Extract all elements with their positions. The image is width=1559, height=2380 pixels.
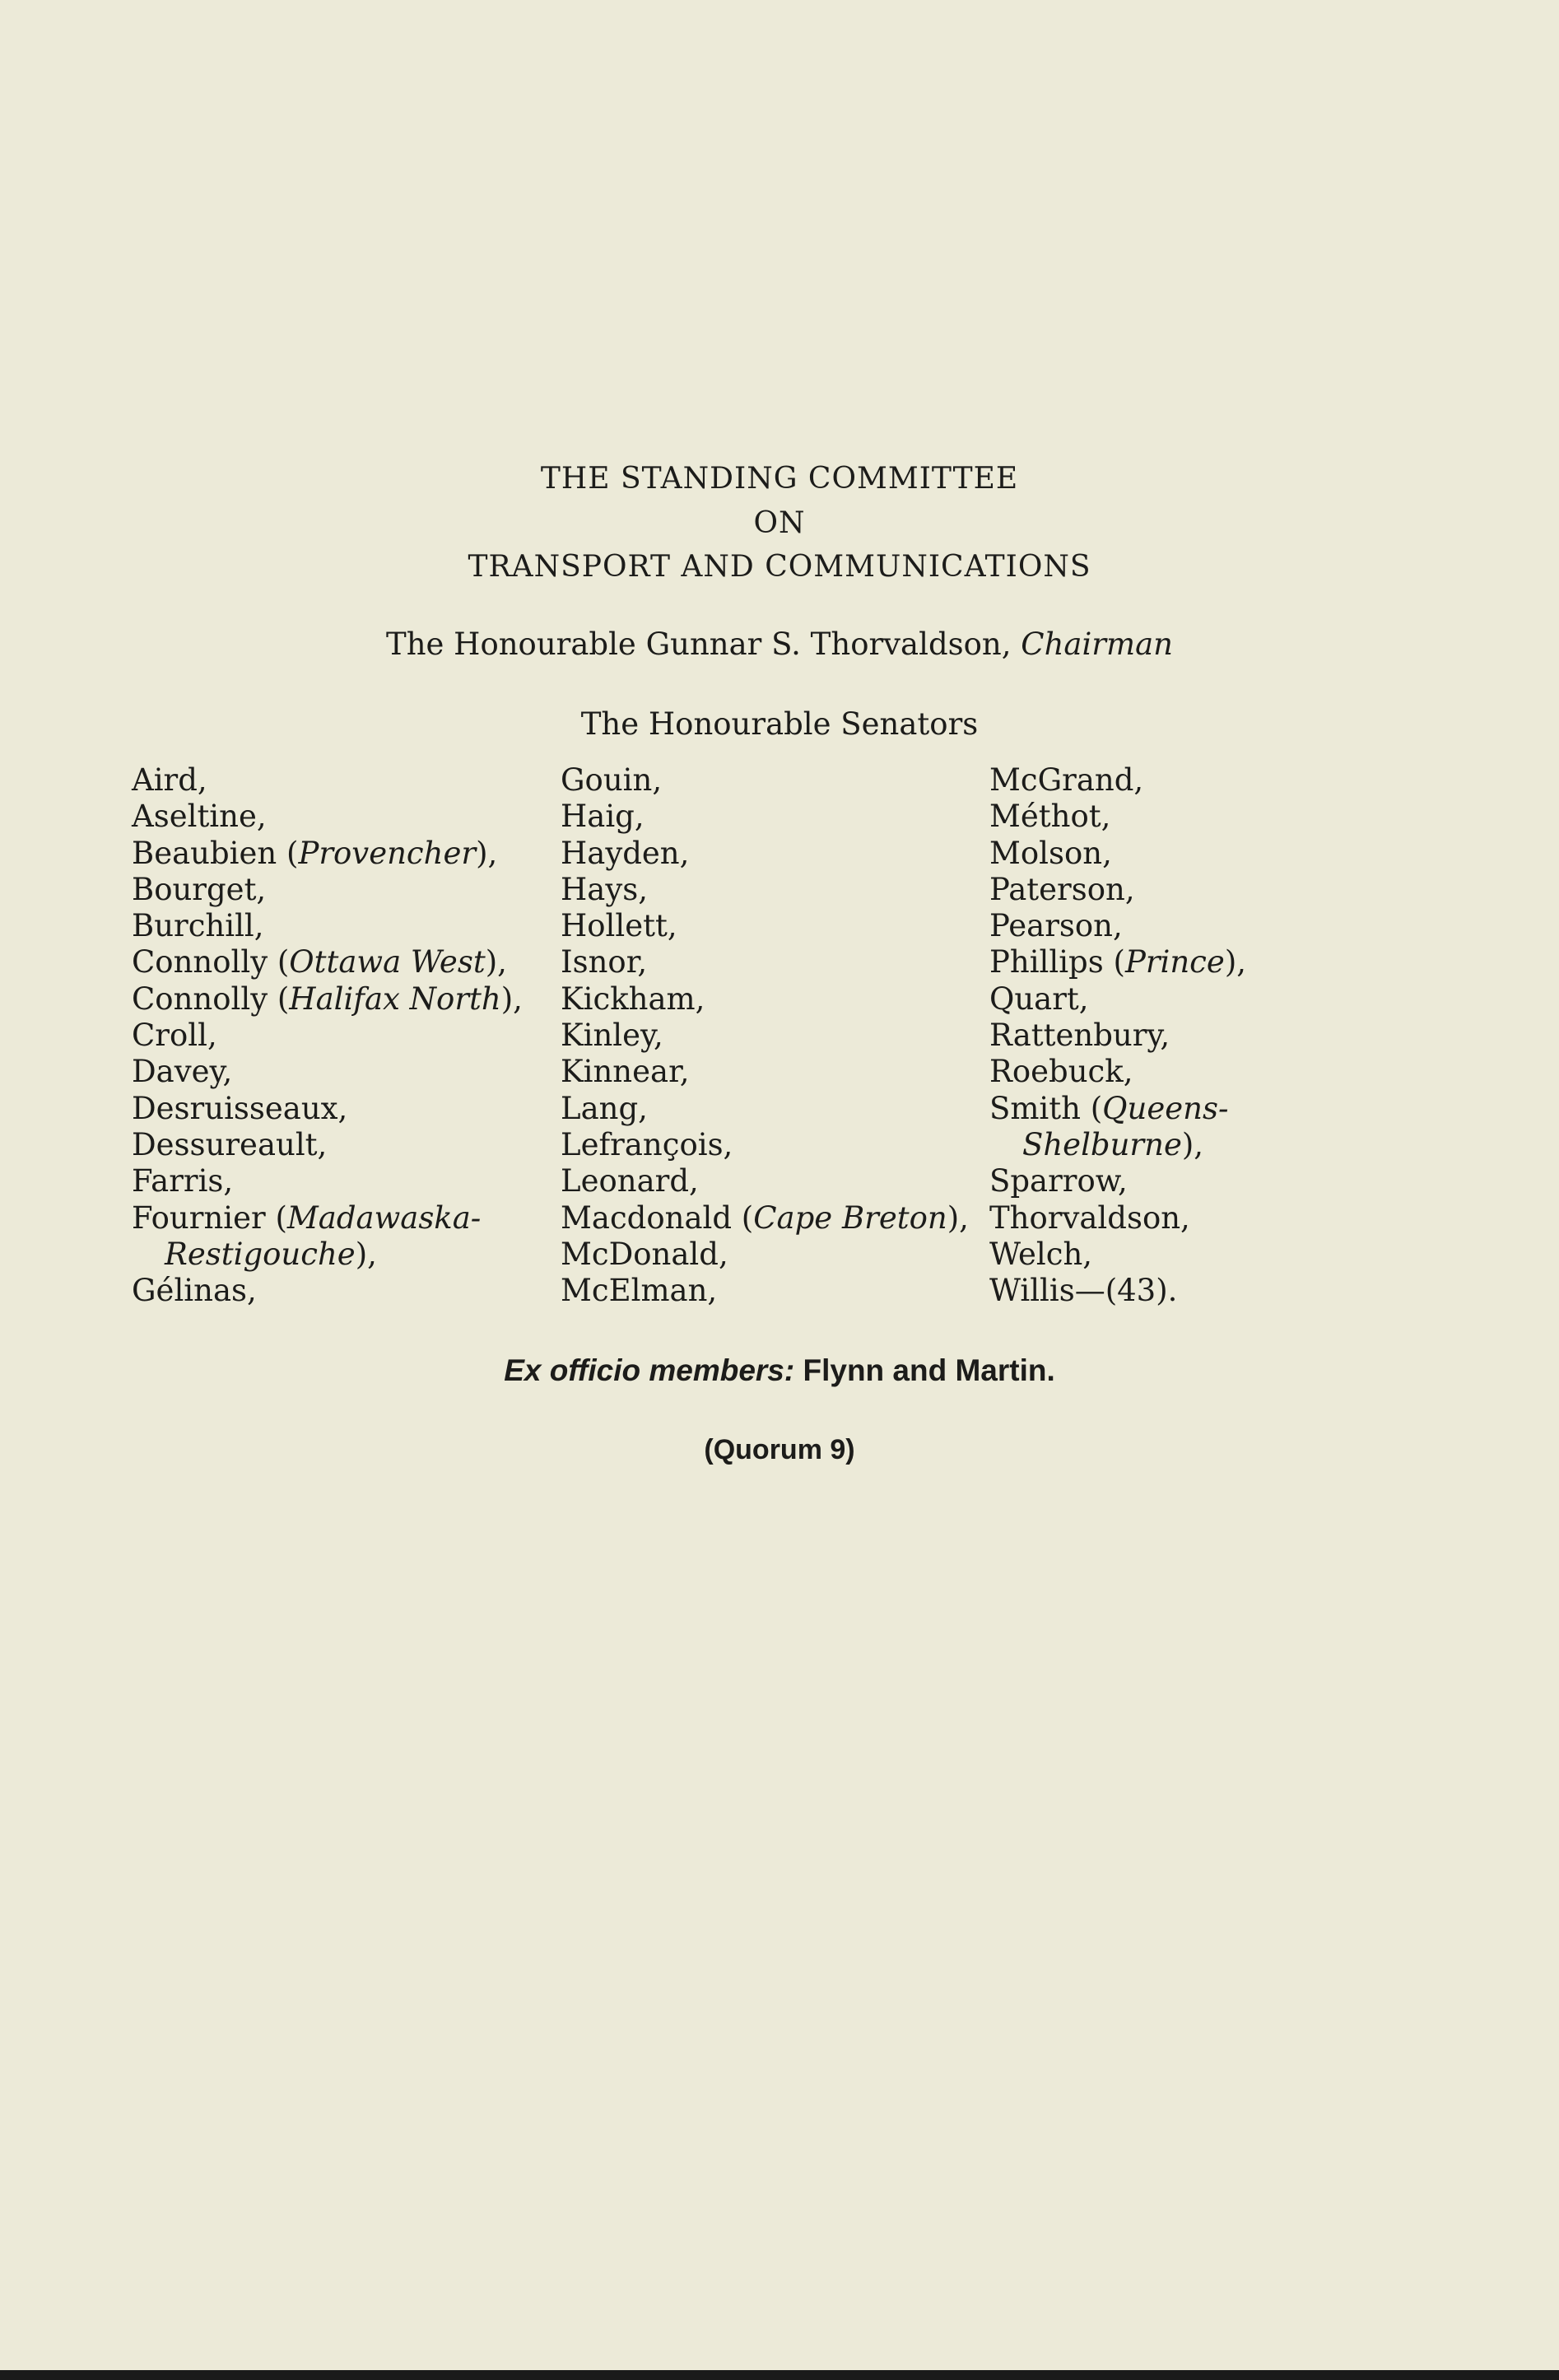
senator-entry [989, 762, 1246, 799]
ex-officio-line [0, 1350, 1559, 1391]
senator-name: McElman, [561, 1273, 718, 1309]
senator-entry [989, 1237, 1246, 1273]
senator-entry: Fournier (Madawaska- [132, 1199, 482, 1236]
senator-name: Rattenbury, [989, 1018, 1170, 1054]
senator-entry [132, 1163, 523, 1199]
senator-entry [989, 836, 1246, 872]
senator-entry [561, 1273, 969, 1309]
senator-name: Roebuck, [989, 1054, 1133, 1090]
senators-heading: The Honourable Senators [580, 706, 979, 742]
senator-name: Croll, [132, 1018, 217, 1054]
senator-name: Dessureault, [132, 1126, 328, 1162]
senator-division: Madawaska- [286, 1199, 482, 1236]
chairman-line [0, 624, 1559, 665]
senator-name: Fournier [132, 1199, 266, 1236]
senator-name: Kinley, [561, 1018, 663, 1054]
senator-name: Phillips [989, 944, 1104, 980]
senator-name: Aird, [132, 762, 207, 798]
senator-entry [989, 1163, 1246, 1199]
senator-name: Gouin, [561, 762, 663, 798]
senator-name: Hollett, [561, 908, 677, 944]
senator-entry [989, 799, 1246, 835]
senator-entry [561, 1054, 969, 1090]
senator-division: Shelburne [1022, 1126, 1182, 1162]
senator-entry [989, 872, 1246, 908]
senator-division: Halifax North [289, 980, 501, 1017]
senator-name: Haig, [561, 799, 645, 835]
senator-entry [132, 1273, 523, 1309]
senator-entry [561, 908, 969, 944]
senator-entry [132, 1018, 523, 1054]
senator-name: Thorvaldson, [989, 1199, 1190, 1236]
senator-entry [561, 1091, 969, 1127]
senator-name: Davey, [132, 1054, 233, 1090]
senator-punct: ), [1181, 1126, 1204, 1162]
senator-entry [132, 872, 523, 908]
ex-officio-label: Ex officio members: [504, 1353, 795, 1387]
chairman-name: The Honourable Gunnar S. Thorvaldson, [386, 626, 1021, 662]
senator-entry [561, 762, 969, 799]
chairman-title: Chairman [1021, 626, 1173, 662]
senator-entry [132, 1091, 523, 1127]
committee-title-line-2: ON [753, 506, 806, 540]
senator-entry: Connolly (Ottawa West), [132, 944, 507, 980]
senator-entry [989, 908, 1246, 944]
senator-entry [561, 836, 969, 872]
senator-name: Kinnear, [561, 1054, 690, 1090]
senator-name: Desruisseaux, [132, 1090, 348, 1126]
senator-name: McGrand, [989, 762, 1144, 798]
senator-punct: , [959, 1199, 969, 1236]
senator-entry [561, 799, 969, 835]
senator-division: Queens- [1102, 1090, 1229, 1126]
senator-name: Sparrow, [989, 1163, 1128, 1199]
senator-name: Lang, [561, 1090, 648, 1126]
committee-title-line-1: THE STANDING COMMITTEE [540, 462, 1019, 496]
senator-division: Cape Breton [753, 1199, 947, 1236]
senator-punct: , [497, 944, 507, 980]
senator-name: Lefrançois, [561, 1126, 733, 1162]
senator-name: Burchill, [132, 908, 264, 944]
senator-name: Bourget, [132, 871, 267, 907]
senator-name: Quart, [989, 980, 1089, 1017]
senator-name: Smith [989, 1090, 1081, 1126]
senator-name: Pearson, [989, 908, 1123, 944]
senator-punct: , [513, 980, 523, 1017]
senators-column-1 [132, 762, 523, 1309]
senator-entry [132, 1054, 523, 1090]
committee-title-line-3: TRANSPORT AND COMMUNICATIONS [468, 550, 1091, 584]
quorum-note: (Quorum 9) [704, 1434, 855, 1465]
senator-name: Farris, [132, 1163, 234, 1199]
senator-name: Macdonald [561, 1199, 733, 1236]
senator-name: Hayden, [561, 835, 690, 871]
senator-name: Leonard, [561, 1163, 699, 1199]
senator-entry [561, 872, 969, 908]
senator-entry: Connolly (Halifax North), [132, 980, 523, 1017]
senator-division: Provencher [298, 835, 477, 871]
senator-entry [132, 799, 523, 835]
senator-name: Beaubien [132, 835, 277, 871]
senator-entry: Phillips (Prince), [989, 944, 1247, 980]
senator-entry [132, 908, 523, 944]
senator-entry: Macdonald (Cape Breton), [561, 1199, 969, 1236]
senator-entry [989, 1273, 1246, 1309]
scan-edge [0, 2370, 1559, 2380]
senator-punct: , [487, 835, 498, 871]
senator-name: Welch, [989, 1236, 1093, 1272]
ex-officio-members: Flynn and Martin. [794, 1353, 1055, 1387]
senator-entry [989, 981, 1246, 1018]
senator-name: Willis—(43). [989, 1273, 1178, 1309]
senator-entry [561, 1127, 969, 1163]
senator-name: Gélinas, [132, 1273, 257, 1309]
senator-punct: , [1236, 944, 1247, 980]
senator-entry [989, 1127, 1246, 1163]
senator-entry [561, 981, 969, 1018]
senator-entry [989, 1054, 1246, 1090]
senator-name: Connolly [132, 944, 268, 980]
senator-entry [561, 944, 969, 980]
senator-name: McDonald, [561, 1236, 728, 1272]
senator-entry [132, 1127, 523, 1163]
senator-name: Hays, [561, 871, 648, 907]
senator-entry [132, 762, 523, 799]
senator-name: Isnor, [561, 944, 648, 980]
senator-entry [561, 1163, 969, 1199]
senator-division: Ottawa West [289, 944, 486, 980]
senator-division: Restigouche [165, 1236, 356, 1272]
senator-entry [132, 1237, 523, 1273]
senator-name: Méthot, [989, 799, 1111, 835]
senator-name: Kickham, [561, 980, 705, 1017]
senator-entry: Beaubien (Provencher), [132, 835, 498, 871]
senator-name: Aseltine, [132, 799, 267, 835]
senator-entry [989, 1200, 1246, 1237]
senators-column-3 [989, 762, 1246, 1309]
senator-entry [989, 1018, 1246, 1054]
senator-punct: ), [355, 1236, 377, 1272]
senator-name: Paterson, [989, 871, 1135, 907]
senator-entry [561, 1018, 969, 1054]
senator-name: Molson, [989, 835, 1112, 871]
senator-division: Prince [1124, 944, 1225, 980]
senator-entry [561, 1237, 969, 1273]
senator-entry: Smith (Queens- [989, 1090, 1229, 1126]
senator-name: Connolly [132, 980, 268, 1017]
senators-column-2 [561, 762, 969, 1309]
